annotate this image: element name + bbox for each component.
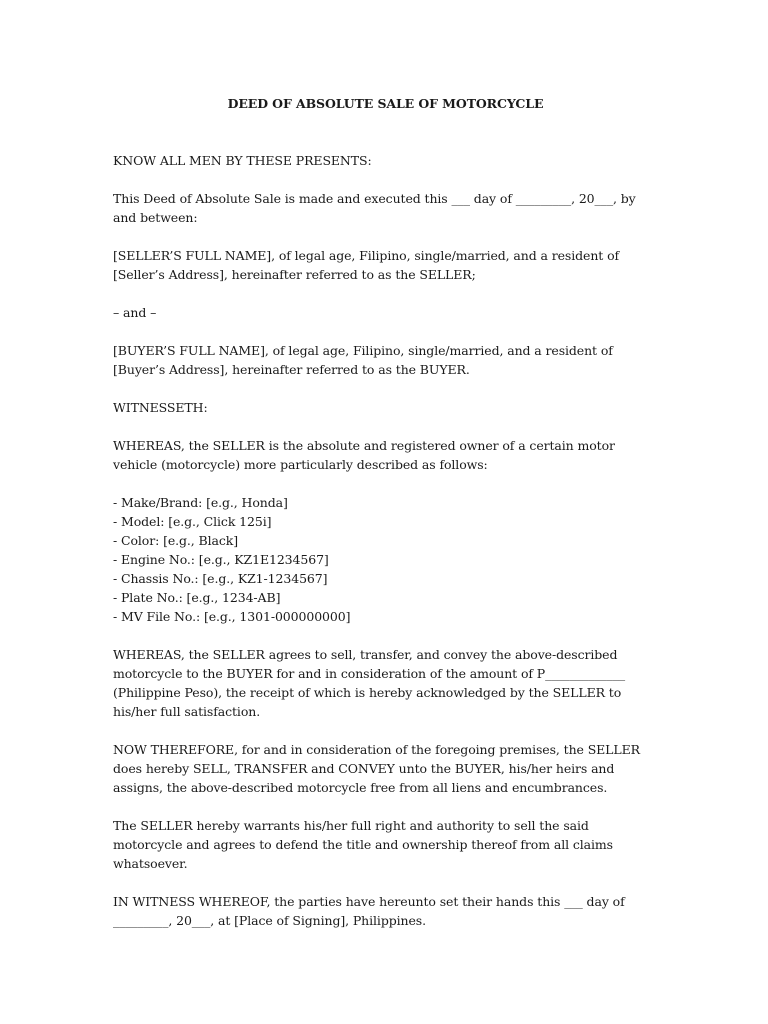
list-item: - Chassis No.: [e.g., KZ1-1234567] xyxy=(113,571,328,586)
whereas-owner-paragraph: WHEREAS, the SELLER is the absolute and registered owner of a certain motor vehicle (motorcycle) more particularly described as follows: xyxy=(113,438,615,472)
and-separator: – and – xyxy=(113,305,157,320)
warranty-paragraph: The SELLER hereby warrants his/her full right and authority to sell the said motorcycle and agrees to defend the title and ownership thereof from all claims whatsoever. xyxy=(113,818,613,871)
list-item: - Make/Brand: [e.g., Honda] xyxy=(113,495,288,510)
execution-paragraph: This Deed of Absolute Sale is made and executed this ___ day of _________, 20___, by and between: xyxy=(113,191,636,225)
list-item: - Color: [e.g., Black] xyxy=(113,533,239,548)
vehicle-details-list xyxy=(113,493,658,626)
now-therefore-paragraph: NOW THEREFORE, for and in consideration of the foregoing premises, the SELLER does hereby SELL, TRANSFER and CONVEY unto the BUYER, his/her heirs and assigns, the above-described motorcycle free from all liens and encumbrances. xyxy=(113,742,640,795)
witnesseth-heading: WITNESSETH: xyxy=(113,400,208,415)
list-item: - MV File No.: [e.g., 1301-000000000] xyxy=(113,609,351,624)
list-item: - Model: [e.g., Click 125i] xyxy=(113,514,272,529)
document-body xyxy=(113,94,658,949)
list-item: - Engine No.: [e.g., KZ1E1234567] xyxy=(113,552,329,567)
intro-paragraph: KNOW ALL MEN BY THESE PRESENTS: xyxy=(113,153,372,168)
document-title: DEED OF ABSOLUTE SALE OF MOTORCYCLE xyxy=(227,96,544,111)
whereas-agree-paragraph: WHEREAS, the SELLER agrees to sell, transfer, and convey the above-described motorcycle to the BUYER for and in consideration of the amount of P_____________ (Philippine Peso), the receipt of which is hereby acknowledged by the SELLER to his/her full satisfaction. xyxy=(113,647,626,719)
seller-paragraph: [SELLER’S FULL NAME], of legal age, Filipino, single/married, and a resident of [Seller’s Address], hereinafter referred to as the SELLER; xyxy=(113,248,620,282)
in-witness-paragraph: IN WITNESS WHEREOF, the parties have hereunto set their hands this ___ day of _________, 20___, at [Place of Signing], Philippines. xyxy=(113,894,625,928)
list-item: - Plate No.: [e.g., 1234-AB] xyxy=(113,590,281,605)
buyer-paragraph: [BUYER’S FULL NAME], of legal age, Filipino, single/married, and a resident of [Buyer’s Address], hereinafter referred to as the BUYER. xyxy=(113,343,613,377)
